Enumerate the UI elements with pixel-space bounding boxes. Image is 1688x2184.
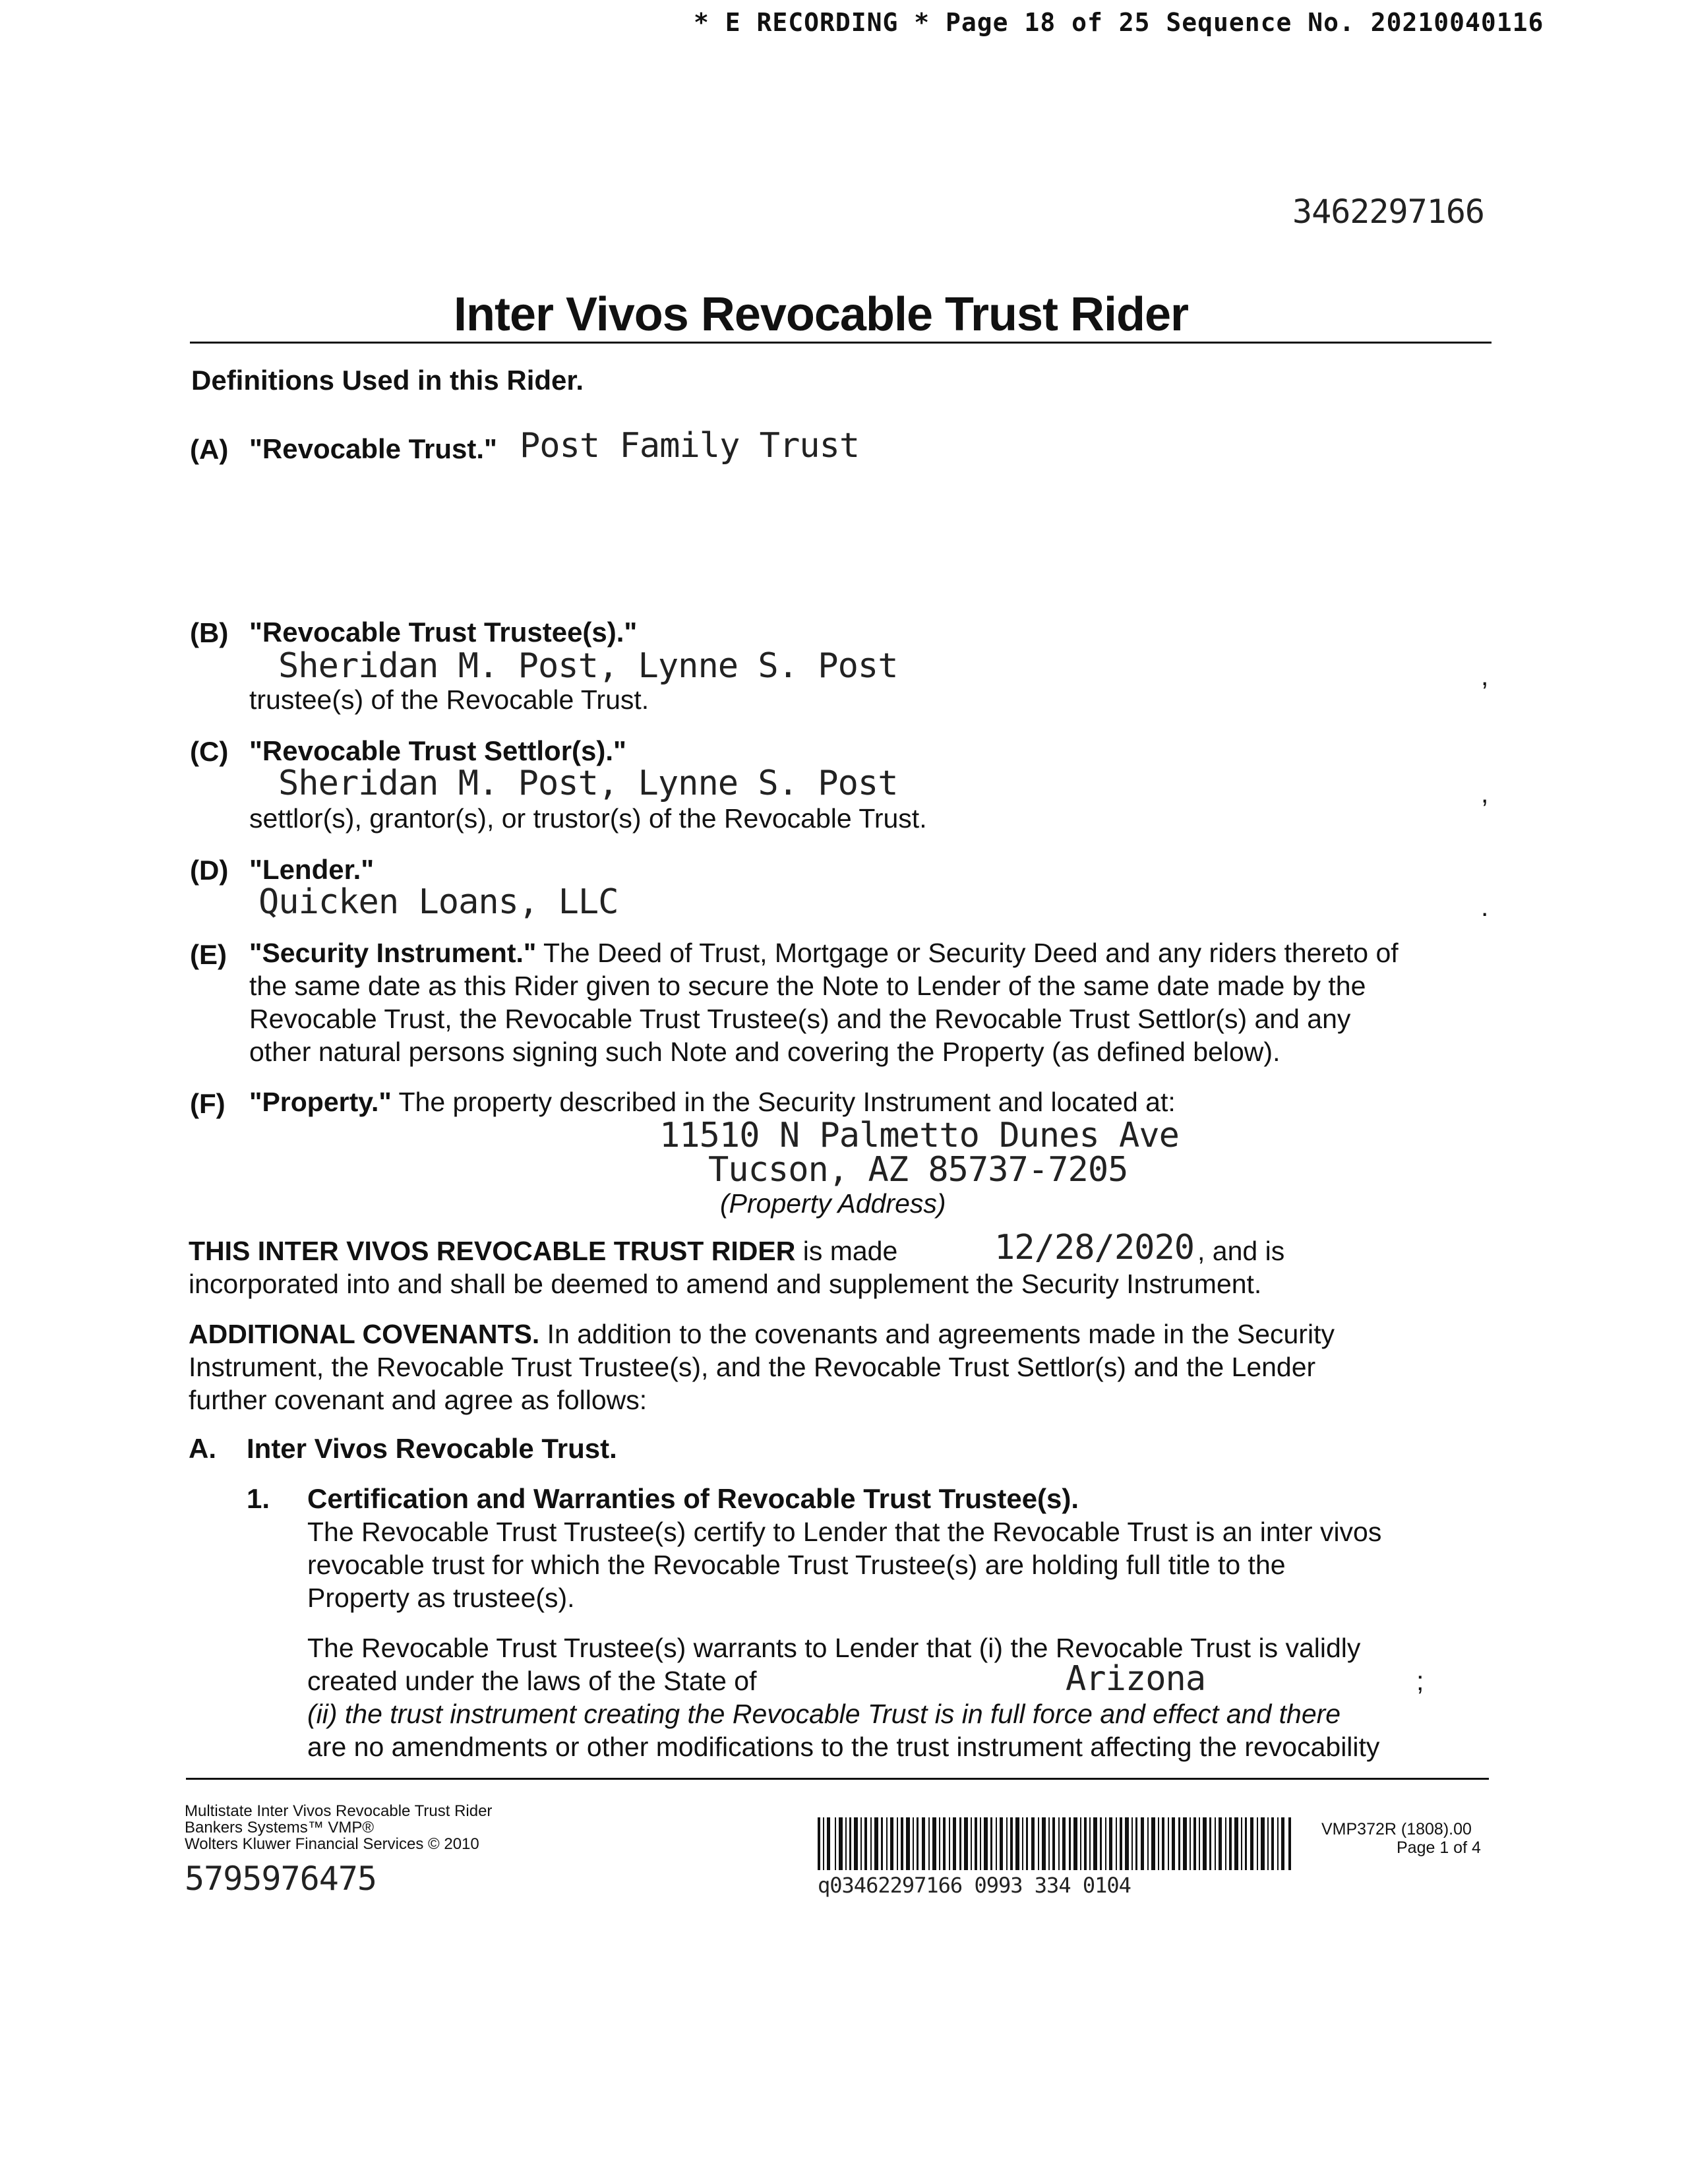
- def-e-line-4: other natural persons signing such Note and covering the Property (as defined below).: [249, 1037, 1281, 1067]
- item-1-title: Certification and Warranties of Revocable Trust Trustee(s).: [307, 1483, 1079, 1514]
- def-a-label: "Revocable Trust.": [249, 433, 497, 464]
- item-1-para-1-line-3: Property as trustee(s).: [307, 1583, 575, 1613]
- def-d-label: "Lender.": [249, 854, 375, 885]
- form-info-line-3: Wolters Kluwer Financial Services © 2010: [185, 1835, 479, 1853]
- made-clause-line-1: [189, 1234, 897, 1267]
- section-a-letter: A.: [189, 1433, 216, 1464]
- item-1-para-1-line-1: The Revocable Trust Trustee(s) certify to Lender that the Revocable Trust is an inter vivos: [307, 1517, 1382, 1547]
- lender-name: Quicken Loans, LLC: [258, 882, 618, 922]
- def-e-letter: (E): [190, 939, 227, 970]
- trustee-suffix: trustee(s) of the Revocable Trust.: [249, 684, 649, 715]
- section-a-title: Inter Vivos Revocable Trust.: [247, 1433, 617, 1464]
- def-e-block: [249, 936, 1502, 1068]
- made-clause-lead: THIS INTER VIVOS REVOCABLE TRUST RIDER: [189, 1236, 796, 1266]
- barcode-bars: [818, 1817, 1292, 1870]
- made-clause-is-made: is made: [795, 1236, 898, 1266]
- lender-end-mark: .: [1481, 892, 1489, 922]
- form-info-line-2: Bankers Systems™ VMP®: [185, 1819, 375, 1836]
- additional-covenants: [189, 1318, 1507, 1416]
- def-e-line-2: the same date as this Rider given to secure the Note to Lender of the same date made by the: [249, 971, 1366, 1001]
- def-f-letter: (F): [190, 1088, 226, 1119]
- trustee-end-mark: ,: [1481, 661, 1489, 691]
- item-1-para-2-line-4: are no amendments or other modifications to the trust instrument affecting the revocability: [307, 1732, 1380, 1762]
- settlor-end-mark: ,: [1481, 778, 1489, 808]
- item-1-para-2-line-2: created under the laws of the State of: [307, 1666, 757, 1696]
- def-f-text: The property described in the Security Instrument and located at:: [391, 1087, 1176, 1117]
- recording-header: * E RECORDING * Page 18 of 25 Sequence No. 20210040116: [694, 8, 1544, 37]
- def-c-label: "Revocable Trust Settlor(s).": [249, 735, 626, 766]
- made-clause-and-is: , and is: [1197, 1236, 1285, 1266]
- property-address-line-1: 11510 N Palmetto Dunes Ave: [659, 1116, 1179, 1155]
- def-e-label: "Security Instrument.": [249, 938, 537, 968]
- def-f-label: "Property.": [249, 1087, 392, 1117]
- def-c-letter: (C): [190, 736, 229, 767]
- form-info-line-1: Multistate Inter Vivos Revocable Trust Rider: [185, 1802, 493, 1820]
- barcode-text: q03462297166 0993 334 0104: [818, 1873, 1131, 1898]
- loan-number: 3462297166: [1292, 193, 1485, 231]
- document-number: 5795976475: [185, 1860, 377, 1898]
- item-1-number: 1.: [247, 1483, 270, 1514]
- rider-date: 12/28/2020: [994, 1228, 1195, 1267]
- page-label: Page 1 of 4: [1397, 1838, 1481, 1857]
- item-1-para-1: [307, 1515, 1494, 1614]
- def-a-letter: (A): [190, 434, 229, 465]
- title-rule: [190, 342, 1492, 344]
- def-f-line: [249, 1085, 1176, 1118]
- def-e-line-1: The Deed of Trust, Mortgage or Security Deed and any riders thereto of: [536, 938, 1399, 968]
- def-d-letter: (D): [190, 855, 229, 886]
- form-code: VMP372R (1808).00: [1321, 1820, 1472, 1838]
- item-1-para-2-line-3: (ii) the trust instrument creating the Revocable Trust is in full force and effect and there: [307, 1699, 1341, 1729]
- property-address-caption: (Property Address): [720, 1188, 946, 1219]
- def-b-letter: (B): [190, 617, 229, 648]
- trust-state: Arizona: [1066, 1659, 1206, 1699]
- trustee-names: Sheridan M. Post, Lynne S. Post: [278, 646, 898, 686]
- def-e-line-3: Revocable Trust, the Revocable Trust Trustee(s) and the Revocable Trust Settlor(s) and any: [249, 1004, 1351, 1034]
- settlor-names: Sheridan M. Post, Lynne S. Post: [278, 764, 898, 803]
- additional-line-3: further covenant and agree as follows:: [189, 1385, 648, 1415]
- page-title: Inter Vivos Revocable Trust Rider: [454, 288, 1189, 341]
- form-info: [185, 1803, 492, 1852]
- item-1-para-2-line-1: The Revocable Trust Trustee(s) warrants to Lender that (i) the Revocable Trust is validly: [307, 1633, 1361, 1663]
- footer-rule: [186, 1778, 1489, 1780]
- def-b-label: "Revocable Trust Trustee(s).": [249, 617, 638, 648]
- additional-lead: ADDITIONAL COVENANTS.: [189, 1319, 540, 1349]
- additional-line-2: Instrument, the Revocable Trust Trustee(s), and the Revocable Trust Settlor(s) and the Lender: [189, 1352, 1316, 1382]
- trust-state-end: ;: [1416, 1666, 1424, 1696]
- item-1-para-1-line-2: revocable trust for which the Revocable Trust Trustee(s) are holding full title to the: [307, 1550, 1286, 1580]
- definitions-heading: Definitions Used in this Rider.: [191, 365, 584, 396]
- made-clause-line-2: incorporated into and shall be deemed to amend and supplement the Security Instrument.: [189, 1269, 1262, 1299]
- settlor-suffix: settlor(s), grantor(s), or trustor(s) of the Revocable Trust.: [249, 803, 927, 834]
- additional-line-1: In addition to the covenants and agreements made in the Security: [539, 1319, 1335, 1349]
- revocable-trust-name: Post Family Trust: [520, 426, 860, 466]
- barcode-graphic: [818, 1817, 1292, 1870]
- property-address-line-2: Tucson, AZ 85737-7205: [708, 1150, 1128, 1190]
